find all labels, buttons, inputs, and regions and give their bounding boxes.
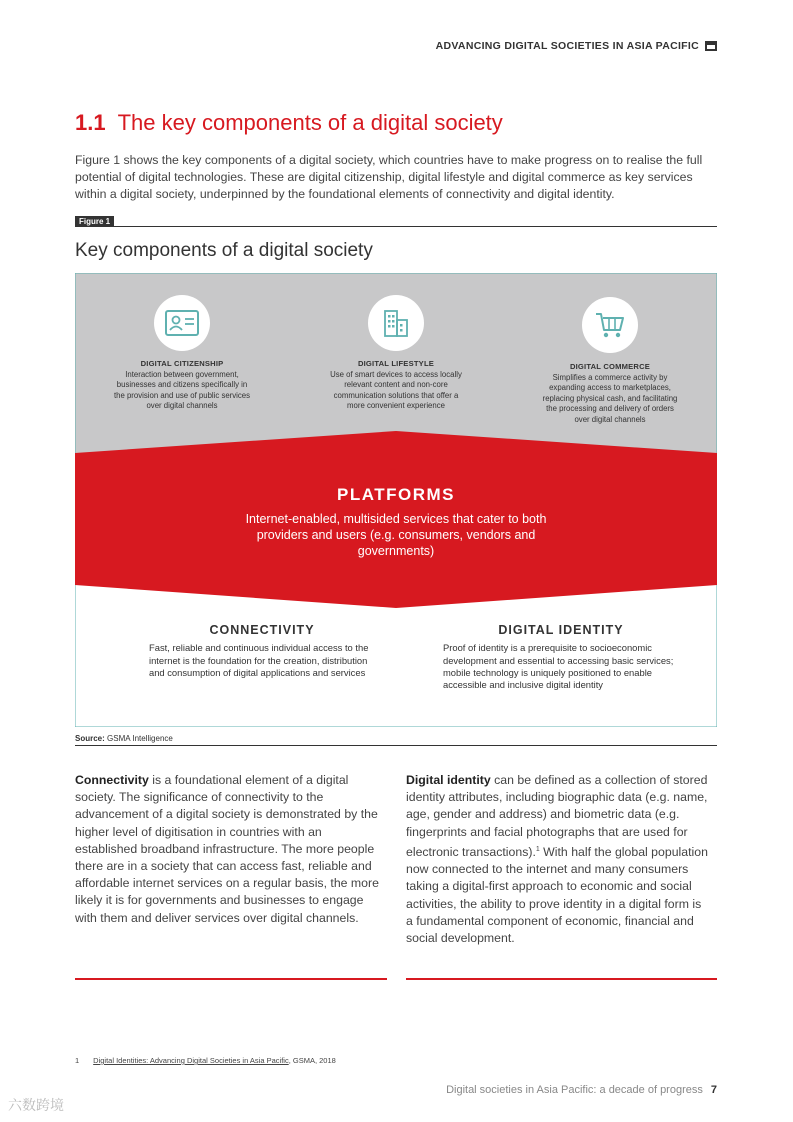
running-title: ADVANCING DIGITAL SOCIETIES IN ASIA PACIFIC [435, 40, 699, 52]
running-header [436, 40, 717, 52]
component-digital-lifestyle [326, 359, 466, 412]
footnote-title[interactable]: Digital Identities: Advancing Digital Societies in Asia Pacific [93, 1056, 289, 1065]
platforms-title: PLATFORMS [336, 485, 455, 504]
body-column-right [406, 772, 711, 947]
building-icon [705, 41, 717, 51]
source-label: Source: [75, 734, 105, 743]
body-text: With half the global population now connected to the internet and many consumers taking a digital-first approach to economic and social activities, the ability to prove identity in a digital form is a fundamental component of economic, financial and social development. [406, 844, 708, 945]
figure-source [75, 734, 173, 743]
shopping-cart-icon [582, 297, 638, 353]
id-card-icon [154, 295, 210, 351]
footnote-number: 1 [75, 1056, 80, 1065]
section-number: 1.1 [75, 110, 106, 135]
foundation-digital-identity [443, 624, 679, 691]
column-rule-left [75, 978, 387, 980]
lead-term: Connectivity [75, 773, 149, 787]
section-title [75, 110, 503, 136]
component-digital-citizenship [112, 359, 252, 412]
watermark [8, 1095, 64, 1115]
component-desc: Use of smart devices to access locally relevant content and non-core communication solutions that offer a more convenient experience [330, 369, 462, 410]
body-text: can be defined as a collection of stored identity attributes, including biographic data (e.g. name, age, gender and address) and biometric data (e.g. fingerprints and facial photographs that are used for electronic transactions). [406, 773, 708, 859]
component-title: DIGITAL LIFESTYLE [357, 359, 435, 368]
column-rule-right [406, 978, 717, 980]
component-desc: Interaction between government, businesses and citizens specifically in the provision and use of public services over digital channels [113, 369, 251, 410]
component-digital-commerce [540, 362, 680, 425]
page-footer [446, 1084, 717, 1096]
digital-society-diagram [75, 273, 717, 727]
watermark-text: 六数跨境 [8, 1097, 64, 1113]
foundation-desc: Fast, reliable and continuous individual access to the internet is the foundation for the creation, distribution and consumption of digital applications and services [149, 642, 369, 678]
figure-tag: Figure 1 [75, 216, 114, 227]
source-rule [75, 745, 717, 746]
section-heading: The key components of a digital society [117, 110, 503, 135]
buildings-icon [368, 295, 424, 351]
intro-paragraph: Figure 1 shows the key components of a digital society, which countries have to make progress on to realise the full potential of digital technologies. These are digital citizenship, digital lifestyle and digital commerce as key services within a digital society, underpinned by the foundational elements of connectivity and digital identity. [75, 153, 703, 201]
component-desc: Simplifies a commerce activity by expanding access to marketplaces, replacing physical cash, and facilitating the processing and delivery of orders over digital channels [542, 372, 678, 424]
footnote-ref[interactable]: 1 [535, 845, 540, 853]
figure-rule [75, 226, 717, 227]
body-column-left [75, 772, 380, 927]
body-text: is a foundational element of a digital society. The significance of connectivity to the advancement of a digital society is demonstrated by the higher level of digitisation in countries with an established broadband infrastructure. The more people there are in a society that can access fast, reliable and affordable internet services on a regular basis, the more likely it is for governments and businesses to engage with them and deliver services over digital channels. [75, 773, 379, 925]
lead-term: Digital identity [406, 773, 491, 787]
component-title: DIGITAL COMMERCE [569, 362, 651, 371]
page-number: 7 [710, 1084, 717, 1096]
footnote [75, 1056, 336, 1065]
figure-title: Key components of a digital society [75, 240, 373, 261]
source-text: GSMA Intelligence [107, 734, 173, 743]
footnote-rest: , GSMA, 2018 [288, 1056, 336, 1065]
foundation-desc: Proof of identity is a prerequisite to socioeconomic development and essential to accessing basic services; mobile technology is uniquely positioned to enable accessible and inclusive digital identity [443, 642, 674, 691]
foundation-connectivity [149, 624, 375, 679]
platforms-block [75, 485, 717, 559]
foundation-title: CONNECTIVITY [209, 623, 315, 637]
page-footer-text: Digital societies in Asia Pacific: a decade of progress [446, 1084, 703, 1096]
foundation-title: DIGITAL IDENTITY [498, 623, 624, 637]
component-title: DIGITAL CITIZENSHIP [140, 359, 224, 368]
platforms-desc: Internet-enabled, multisided services that cater to both providers and users (e.g. consumers, vendors and governments) [245, 512, 547, 558]
